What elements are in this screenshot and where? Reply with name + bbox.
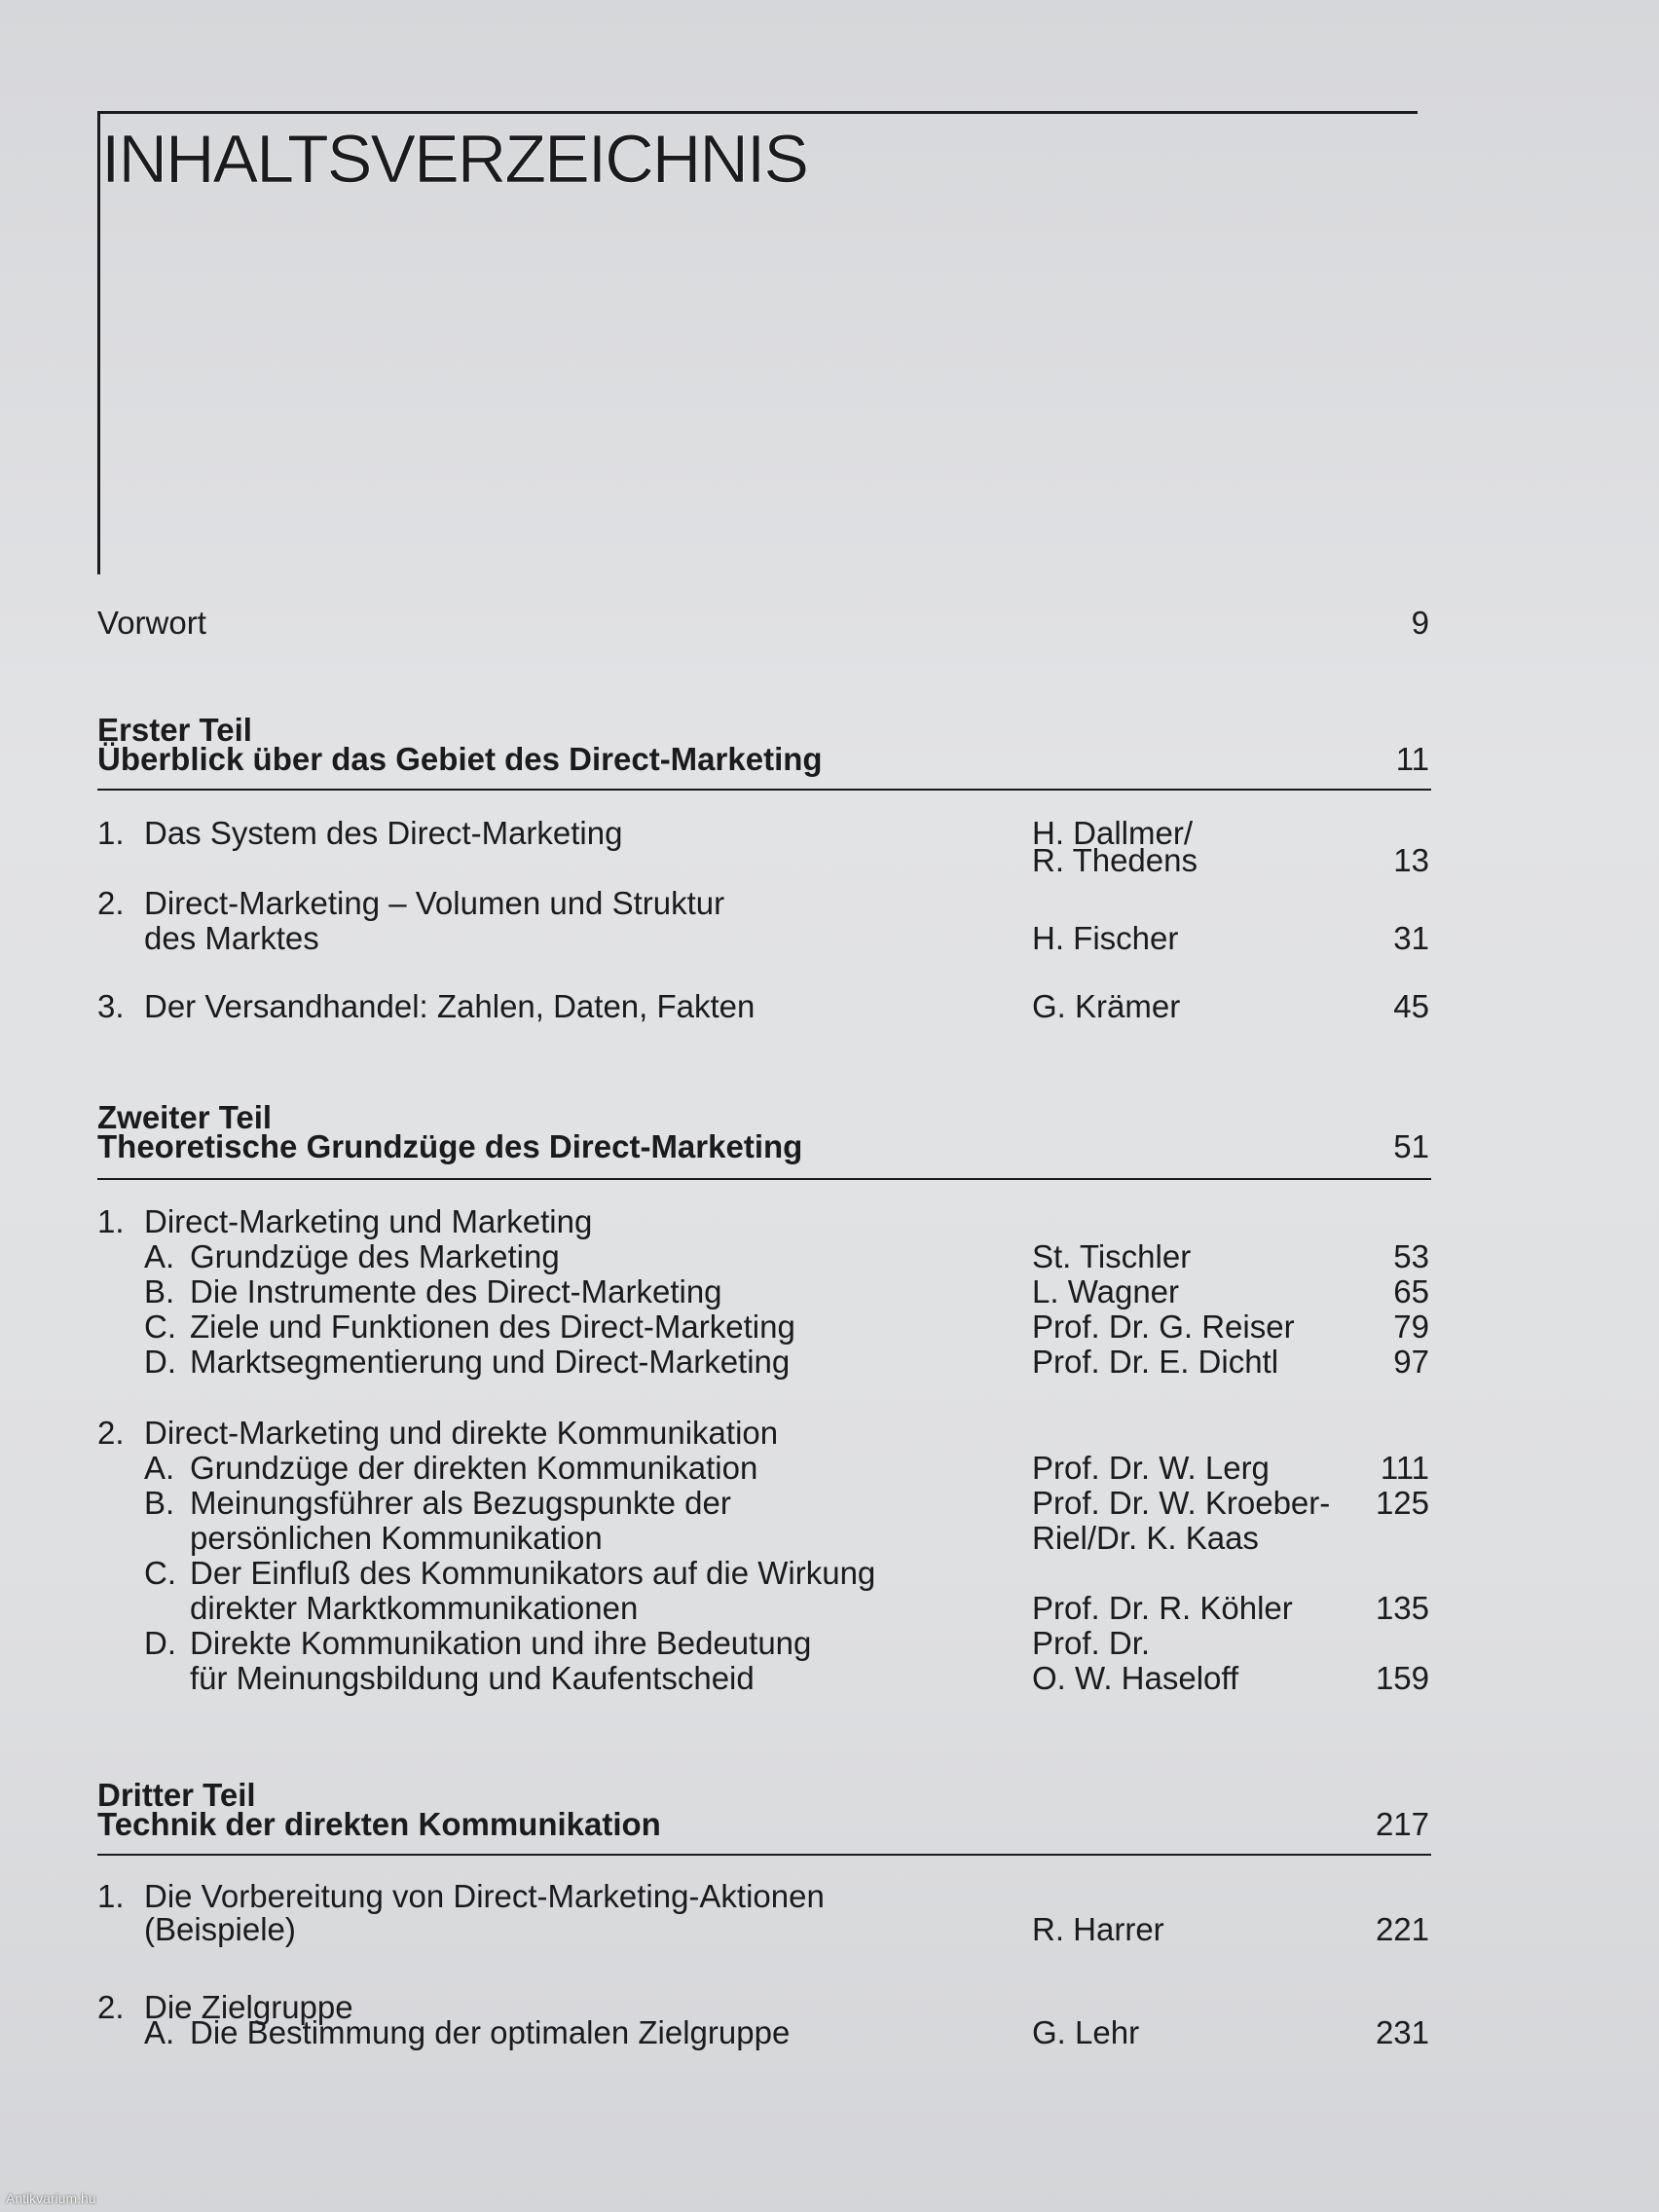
part-title-row bbox=[97, 1127, 1429, 1166]
entry-letter: B. bbox=[144, 1273, 175, 1309]
entry-author: Prof. Dr. bbox=[1032, 1625, 1151, 1661]
entry-author: R. Harrer bbox=[1032, 1911, 1164, 1947]
entry-number: 3. bbox=[97, 988, 125, 1024]
entry-letter: D. bbox=[144, 1344, 176, 1380]
toc-entry bbox=[97, 1519, 1429, 1558]
entry-number: 1. bbox=[97, 815, 125, 851]
entry-letter: A. bbox=[144, 1450, 175, 1486]
entry-title: Grundzüge des Marketing bbox=[190, 1238, 560, 1274]
entry-title: Marktsegmentierung und Direct-Marketing bbox=[190, 1344, 791, 1380]
toc-entry bbox=[97, 1554, 1429, 1593]
page-number: 45 bbox=[1393, 988, 1429, 1024]
entry-author: H. Fischer bbox=[1032, 920, 1179, 956]
entry-letter: C. bbox=[144, 1555, 176, 1591]
page-number: 135 bbox=[1375, 1590, 1429, 1626]
entry-author: R. Thedens bbox=[1032, 842, 1198, 878]
entry-title: Die Vorbereitung von Direct-Marketing-Aktionen bbox=[144, 1878, 825, 1914]
part-title-row bbox=[97, 740, 1429, 779]
entry-author: Prof. Dr. W. Kroeber- bbox=[1032, 1485, 1331, 1521]
page-number: 13 bbox=[1393, 842, 1429, 878]
toc-entry bbox=[97, 1272, 1429, 1311]
entry-title: Direct-Marketing und Marketing bbox=[144, 1203, 593, 1239]
toc-entry bbox=[97, 2013, 1429, 2052]
page-number: 221 bbox=[1375, 1911, 1429, 1947]
page-number: 159 bbox=[1375, 1660, 1429, 1696]
entry-title: Das System des Direct-Marketing bbox=[144, 815, 623, 851]
entry-title: Der Einfluß des Kommunikators auf die Wirkung bbox=[190, 1555, 876, 1591]
part-title-row bbox=[97, 1805, 1429, 1844]
entry-title: direkter Marktkommunikationen bbox=[190, 1590, 639, 1626]
toc-entry bbox=[97, 1449, 1429, 1488]
entry-letter: B. bbox=[144, 1485, 175, 1521]
entry-author: Prof. Dr. G. Reiser bbox=[1032, 1309, 1295, 1345]
entry-title: Meinungsführer als Bezugspunkte der bbox=[190, 1485, 731, 1521]
part-label: Dritter Teil bbox=[97, 1777, 256, 1813]
toc-entry bbox=[97, 884, 1429, 923]
page-number: 79 bbox=[1393, 1309, 1429, 1345]
toc-entry bbox=[97, 1484, 1429, 1523]
toc-entry bbox=[97, 841, 1429, 880]
toc-entry bbox=[97, 1202, 1429, 1241]
page-number: 51 bbox=[1393, 1128, 1429, 1164]
entry-author: O. W. Haseloff bbox=[1032, 1660, 1239, 1696]
entry-title: Ziele und Funktionen des Direct-Marketing bbox=[190, 1309, 795, 1345]
toc-entry bbox=[97, 1910, 1429, 1949]
toc-entry bbox=[97, 1414, 1429, 1453]
entry-title: Die Bestimmung der optimalen Zielgruppe bbox=[190, 2014, 791, 2050]
entry-author: Prof. Dr. E. Dichtl bbox=[1032, 1344, 1279, 1380]
page-title: INHALTSVERZEICHNIS bbox=[101, 121, 808, 197]
toc-entry bbox=[97, 1589, 1429, 1628]
divider bbox=[97, 1854, 1431, 1856]
entry-author: Riel/Dr. K. Kaas bbox=[1032, 1520, 1259, 1556]
watermark: Antikvarium.hu bbox=[6, 2191, 96, 2206]
divider bbox=[97, 789, 1431, 791]
page-number: 125 bbox=[1375, 1485, 1429, 1521]
vorwort-label: Vorwort bbox=[97, 605, 206, 641]
entry-title: Grundzüge der direkten Kommunikation bbox=[190, 1450, 758, 1486]
entry-title: Direct-Marketing und direkte Kommunikation bbox=[144, 1415, 779, 1451]
entry-author: G. Krämer bbox=[1032, 988, 1181, 1024]
part-title: Technik der direkten Kommunikation bbox=[97, 1806, 661, 1842]
entry-title: Der Versandhandel: Zahlen, Daten, Fakten bbox=[144, 988, 756, 1024]
entry-title: Direkte Kommunikation und ihre Bedeutung bbox=[190, 1625, 812, 1661]
part-title: Überblick über das Gebiet des Direct-Marketing bbox=[97, 741, 823, 777]
toc-entry bbox=[97, 1237, 1429, 1276]
entry-author: L. Wagner bbox=[1032, 1273, 1180, 1309]
entry-title: Direct-Marketing – Volumen und Struktur bbox=[144, 885, 725, 921]
vorwort-row bbox=[97, 604, 1429, 643]
part-title: Theoretische Grundzüge des Direct-Marketing bbox=[97, 1128, 803, 1164]
entry-title: Die Instrumente des Direct-Marketing bbox=[190, 1273, 722, 1309]
page-number: 231 bbox=[1375, 2014, 1429, 2050]
page-number: 11 bbox=[1395, 741, 1429, 777]
entry-number: 2. bbox=[97, 1989, 125, 2025]
page-number: 31 bbox=[1393, 920, 1429, 956]
page-number: 111 bbox=[1380, 1450, 1429, 1486]
entry-title: für Meinungsbildung und Kaufentscheid bbox=[190, 1660, 755, 1696]
title-top-rule bbox=[97, 111, 1418, 114]
entry-letter: C. bbox=[144, 1309, 176, 1345]
entry-number: 2. bbox=[97, 885, 125, 921]
entry-title: des Marktes bbox=[144, 920, 319, 956]
part-label: Zweiter Teil bbox=[97, 1099, 273, 1135]
entry-title: (Beispiele) bbox=[144, 1911, 296, 1947]
toc-entry bbox=[97, 1343, 1429, 1382]
page-number: 217 bbox=[1375, 1806, 1429, 1842]
part-label: Erster Teil bbox=[97, 712, 252, 748]
entry-author: St. Tischler bbox=[1032, 1238, 1192, 1274]
title-left-rule bbox=[97, 111, 100, 574]
page-number: 53 bbox=[1393, 1238, 1429, 1274]
toc-entry bbox=[97, 919, 1429, 958]
toc-entry bbox=[97, 1308, 1429, 1346]
entry-letter: D. bbox=[144, 1625, 176, 1661]
divider bbox=[97, 1178, 1431, 1180]
entry-letter: A. bbox=[144, 1238, 175, 1274]
entry-author: Prof. Dr. W. Lerg bbox=[1032, 1450, 1270, 1486]
entry-number: 1. bbox=[97, 1203, 125, 1239]
entry-title: persönlichen Kommunikation bbox=[190, 1520, 603, 1556]
entry-author: G. Lehr bbox=[1032, 2014, 1140, 2050]
entry-number: 2. bbox=[97, 1415, 125, 1451]
entry-author: H. Dallmer/ bbox=[1032, 815, 1194, 851]
entry-letter: A. bbox=[144, 2014, 175, 2050]
entry-number: 1. bbox=[97, 1878, 125, 1914]
page-number: 97 bbox=[1393, 1344, 1429, 1380]
page-number: 9 bbox=[1411, 605, 1429, 641]
toc-entry bbox=[97, 1659, 1429, 1698]
entry-title: Die Zielgruppe bbox=[144, 1989, 353, 2025]
entry-author: Prof. Dr. R. Köhler bbox=[1032, 1590, 1293, 1626]
toc-entry bbox=[97, 987, 1429, 1026]
toc-entry bbox=[97, 1624, 1429, 1663]
page-number: 65 bbox=[1393, 1273, 1429, 1309]
